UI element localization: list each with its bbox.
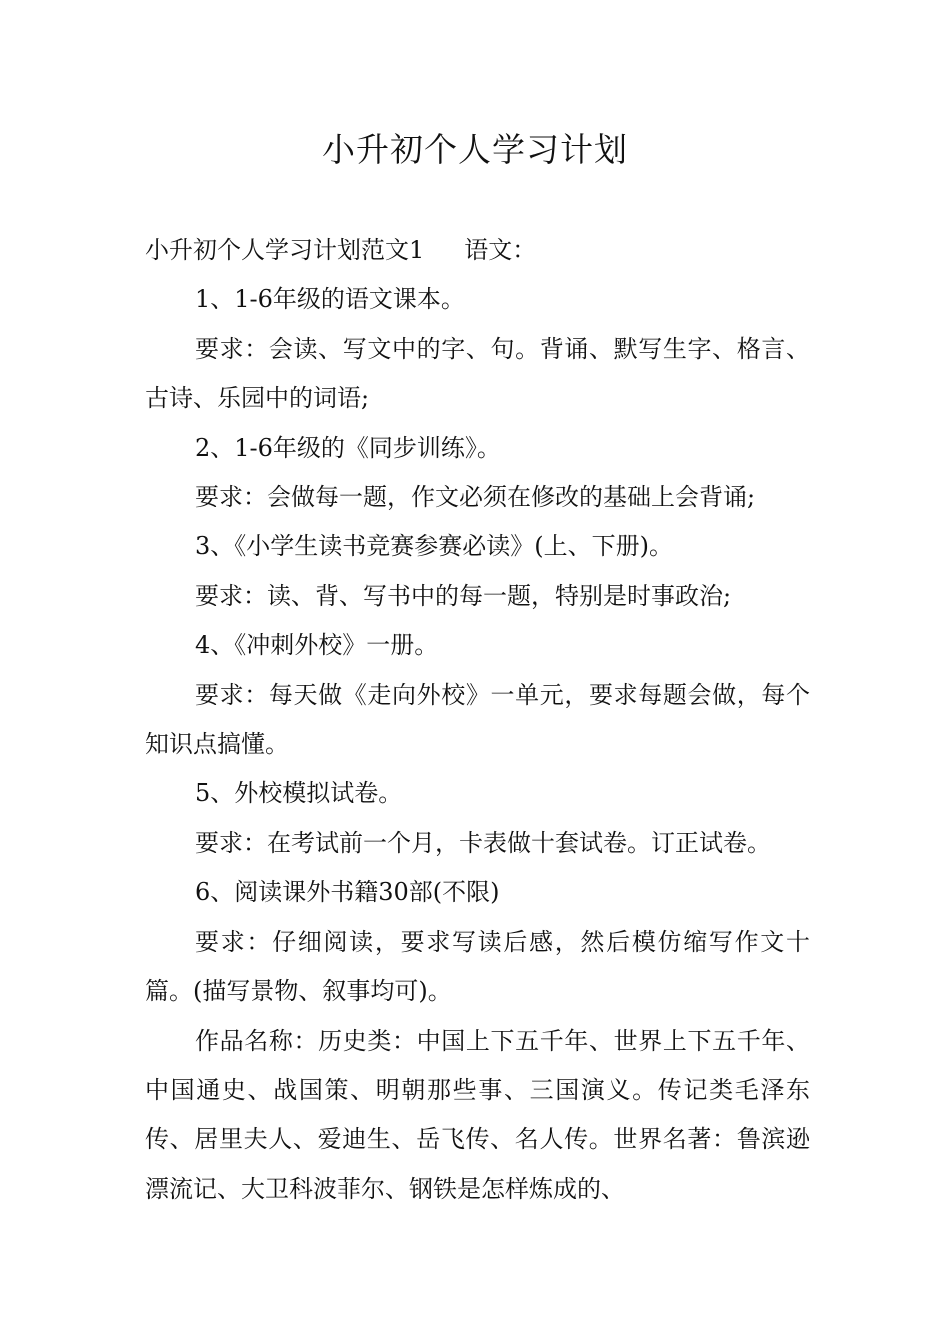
paragraph-item-2: 2、1-6年级的《同步训练》。 xyxy=(195,433,501,462)
paragraph-item-1: 1、1-6年级的语文课本。 xyxy=(195,285,465,314)
paragraph-requirement-5: 要求：在考试前一个月，卡表做十套试卷。订正试卷。 xyxy=(195,828,771,857)
paragraph-item-5: 5、外校模拟试卷。 xyxy=(195,779,403,808)
paragraph-works-list: 作品名称：历史类：中国上下五千年、世界上下五千年、中国通史、战国策、明朝那些事、三国演义。传记类毛泽东传、居里夫人、爱迪生、岳飞传、名人传。世界名著：鲁滨逊漂流记、大卫科波菲尔、钢铁是怎样炼成的、 xyxy=(145,1026,810,1203)
paragraph-item-4: 4、《冲刺外校》一册。 xyxy=(195,631,439,660)
paragraph-requirement-3: 要求：读、背、写书中的每一题，特别是时事政治; xyxy=(195,581,732,610)
paragraph-requirement-2: 要求：会做每一题，作文必须在修改的基础上会背诵; xyxy=(195,483,756,512)
paragraph-item-6: 6、阅读课外书籍30部(不限) xyxy=(195,878,500,907)
intro-line xyxy=(145,226,810,275)
document-title: 小升初个人学习计划 xyxy=(322,130,628,169)
paragraph-requirement-1: 要求：会读、写文中的字、句。背诵、默写生字、格言、古诗、乐园中的词语; xyxy=(145,334,810,413)
document-body xyxy=(145,226,810,1214)
paragraph-requirement-6: 要求：仔细阅读，要求写读后感，然后模仿缩写作文十篇。(描写景物、叙事均可)。 xyxy=(145,927,810,1006)
intro-heading: 小升初个人学习计划范文1 xyxy=(145,236,425,264)
paragraph-requirement-4: 要求：每天做《走向外校》一单元，要求每题会做，每个知识点搞懂。 xyxy=(145,680,810,759)
intro-subject: 语文： xyxy=(464,236,537,264)
paragraph-item-3: 3、《小学生读书竞赛参赛必读》(上、下册)。 xyxy=(195,532,673,561)
